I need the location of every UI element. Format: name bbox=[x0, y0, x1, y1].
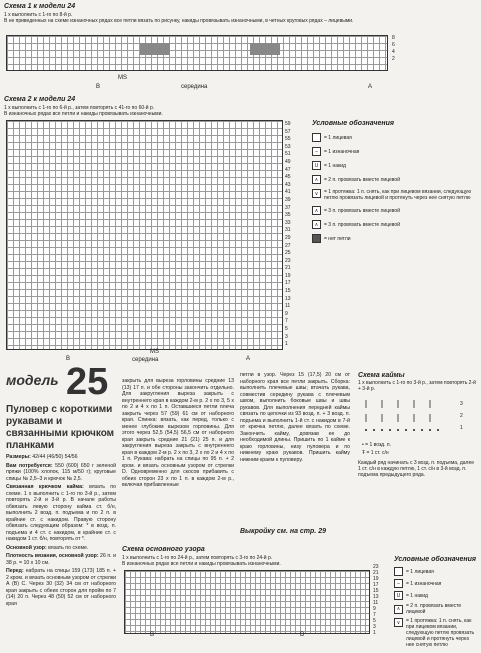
border-row-numbers: 3 2 1 bbox=[460, 401, 463, 431]
scheme2-mark-ms: MS bbox=[150, 349, 159, 355]
no-stitch-symbol-icon bbox=[312, 234, 321, 243]
scheme1-mark-ms: MS bbox=[118, 75, 127, 81]
mainpattern-grid bbox=[124, 570, 370, 634]
scheme1-row-numbers: 8 6 4 2 bbox=[392, 35, 395, 62]
ssk-symbol-icon: ∨ bbox=[394, 618, 403, 627]
scheme1-dark-cells bbox=[140, 43, 170, 55]
instructions-col2: закрыть для выреза горловины средние 13 (13) 17 п. и обе стороны закончить отдельно. Для закругления выреза закрыть с внутреннего края в каждом 2-м р. 2 х по 3, 5 х по 2 и 4 х по 1 п. Оставшиеся петли плеча закрыть через 57 (59) 61 см от наборного края. Спинка: вязать, как перед, только с менее глубоким вырезом горловины. Для этого через 52,5 (54,5) 56,5 см от наборного края закрыть средние 21 (21) 25 п. и для закругления выреза закрыть с внутреннего края в каждом 2-м р. 2 х по 3, 2 х по 2 и 4 х по 1 п. Рукава: набрать на спицы по 95 п. + 2 кром. и вязать основным узором от стрелки D. Одновременно для скосов прибавить с обеих сторон 23 х по 1 п. в каждом 2-м р., включая прибавленные bbox=[122, 378, 234, 488]
legend1-item: = нет петли bbox=[312, 234, 477, 243]
legend1 bbox=[312, 120, 477, 248]
legend2-item: – = 1 изнаночная bbox=[394, 579, 478, 588]
legend2-item: ∧ = 2 п. провязать вместе лицевой bbox=[394, 603, 478, 615]
knit-symbol-icon bbox=[312, 133, 321, 142]
scheme1-title: Схема 1 к модели 24 bbox=[4, 3, 76, 10]
scheme1-mark-middle: середина bbox=[181, 84, 208, 90]
border-chart-svg bbox=[362, 394, 462, 436]
legend1-title: Условные обозначения bbox=[312, 120, 395, 127]
yarn-over-symbol-icon: U bbox=[312, 161, 321, 170]
legend1-item: – = 1 изнаночная bbox=[312, 147, 477, 156]
chain-symbol-icon: • bbox=[362, 442, 366, 448]
scheme2-row-numbers: 59 57 55 53 51 49 47 45 43 41 39 37 35 33 31 29 27 25 23 21 19 17 15 13 11 9 7 5 3 1 bbox=[285, 121, 291, 348]
k2tog-symbol-icon: ∧ bbox=[394, 605, 403, 614]
model-word: модель bbox=[6, 372, 59, 388]
scheme1-line2: В не приведенных на схеме изнаночных рядах все петли вязать по рисунку, накиды провязывать изнаночными, в четных круговых рядах – лицевыми. bbox=[4, 18, 354, 24]
border-legend-chain: • = 1 возд. п. bbox=[362, 442, 391, 448]
scheme1-dark-cells bbox=[250, 43, 280, 55]
border-line1: 1 х выполнить с 1-го по 3-й р., затем повторять 2-й + 3-й р. bbox=[358, 380, 476, 392]
legend1-item: ∧ = 2 п. провязать вместе лицевой bbox=[312, 175, 477, 184]
legend2 bbox=[394, 556, 478, 653]
purl-symbol-icon: – bbox=[312, 147, 321, 156]
double-crochet-symbol-icon: Ŧ bbox=[362, 450, 367, 456]
instructions-col1: Размеры: 42/44 (46/50) 54/56 Вам потребуется: 550 (600) 650 г зеленой пряжи (100% хлопок, 115 м/50 г); круговые спицы № 2,5–3 и крючок № 2,5. Связанная крючком кайма: вязать по схеме. 1 х выполнить с 1-го по 3-й р., затем повторять 2-й и 3-й р. В начале работы обвязать левую сторону кайма ст. б/н, выполнить 2 возд. п. подъема и по 2 п. в крайние ст. с накидом. Правую сторону обвязать следующим образом: * в возд. п. подъема и 4 ст. с накидом, в крайние ст. с накидом 1 ст. б/н, повторять от *. Основной узор: вязать по схеме. Плотность вязания, основной узор: 26 п. и 38 р. = 10 х 10 см. Перед: набрать на спицы 159 (173) 185 п. + 2 кром. и вязать основным узором от стрелки А (В) С. Через 30 (32) 34 см от наборного края закрыть с обеих сторон для пройм по 7 (14) 20 п. Через 48 (50) 52 см от наборного края bbox=[6, 454, 116, 607]
model-title: Пуловер с короткими рукавами и связанными крючком планками bbox=[6, 404, 115, 451]
k2tog-symbol-icon: ∧ bbox=[312, 175, 321, 184]
model-number: 25 bbox=[66, 361, 109, 403]
scheme2-mark-middle: середина bbox=[132, 357, 159, 363]
scheme2-title: Схема 2 к модели 24 bbox=[4, 96, 76, 103]
border-legend-dc: Ŧ = 1 ст. с/н bbox=[362, 450, 389, 456]
legend2-item: ∨ = 1 протяжка: 1 п. снять, как при лицевом вязании, следующую петлю провязать лицевой и протянуть через нее снятую петлю bbox=[394, 618, 478, 648]
legend1-item: U = 1 накид bbox=[312, 161, 477, 170]
legend2-title: Условные обозначения bbox=[394, 556, 477, 563]
mainpattern-line1: 1 х выполнить с 1-го по 24-й р., затем повторять с 3-го по 24-й р. bbox=[122, 555, 273, 561]
k3tog-symbol-icon: ∧ bbox=[312, 220, 321, 229]
legend1-item: = 1 лицевая bbox=[312, 133, 477, 142]
yarn-over-symbol-icon: U bbox=[394, 591, 403, 600]
ssk-symbol-icon: ∨ bbox=[312, 189, 321, 198]
legend1-item: ∨ = 1 протяжка: 1 п. снять, как при лицевом вязании, следующую петлю провязать лицевой и протянуть через нее снятую петлю bbox=[312, 189, 477, 201]
scheme2-line1: 1 х выполнить с 1-го по 6-й р., затем повторять с 41-го по 60-й р. bbox=[4, 105, 155, 111]
scheme2-mark-a: A bbox=[246, 356, 251, 362]
scheme2-grid bbox=[6, 120, 283, 350]
border-chart bbox=[362, 394, 462, 436]
pattern-reference: Выкройку см. на стр. 29 bbox=[240, 528, 326, 535]
scheme1-grid bbox=[6, 35, 388, 71]
scheme1-mark-a: A bbox=[368, 84, 373, 90]
mainpattern-title: Схема основного узора bbox=[122, 546, 205, 553]
scheme2-mark-b: B bbox=[66, 356, 71, 362]
mainpattern-row-numbers: 23 21 19 17 15 13 11 9 7 5 3 1 bbox=[373, 564, 379, 636]
legend1-item: ∧ = 3 п. провязать вместе лицевой bbox=[312, 220, 477, 229]
k3tog-symbol-icon: ∧ bbox=[312, 206, 321, 215]
purl-symbol-icon: – bbox=[394, 579, 403, 588]
mainpattern-line2: В изнаночных рядах все петли и накиды провязывать изнаночными. bbox=[122, 561, 281, 567]
legend2-item: = 1 лицевая bbox=[394, 567, 478, 576]
border-title: Схема каймы bbox=[358, 372, 405, 379]
mainpattern-mark-d: D bbox=[300, 632, 305, 638]
instructions-col3: петли в узор. Через 15 (17,5) 20 см от наборного края все петли закрыть. Сборка: выполнить плечевые швы; втачать рукава, совместив середину рукава с плечевым швом, выполнить боковые швы и швы рукавов. Для выполнения передней каймы связать по цепочки из 93 возд. п. + 3 возд. п. подъема и выполнить 1-й ст. с накидом в 7-й от крючка петлю, далее вязать по схеме. Закончить кайму, довязав ее до необходимой длины. Пришить по 1 кайме к краю горловины, низу пуловера и по нижнему краю рукавов. Пришить кайму нижним краем к пуловеру. bbox=[240, 372, 350, 463]
scheme1-line1: 1 х выполнить с 1-го по 8-й р. bbox=[4, 12, 73, 18]
mainpattern-mark-b: B bbox=[150, 632, 155, 638]
legend1-item: ∧ = 3 п. провязать вместе лицевой bbox=[312, 206, 477, 215]
legend2-item: U = 1 накид bbox=[394, 591, 478, 600]
border-description: Каждый ряд начинать с 3 возд. п. подъема, далее 1 ст. с/н в каждую петлю, 1 ст. с/н в 3-й возд. п. подъема предыдущего ряда. bbox=[358, 460, 475, 478]
scheme1-mark-b: B bbox=[96, 84, 101, 90]
knit-symbol-icon bbox=[394, 567, 403, 576]
scheme2-line2: В изнаночных рядах все петли и накиды провязывать изнаночными. bbox=[4, 111, 163, 117]
